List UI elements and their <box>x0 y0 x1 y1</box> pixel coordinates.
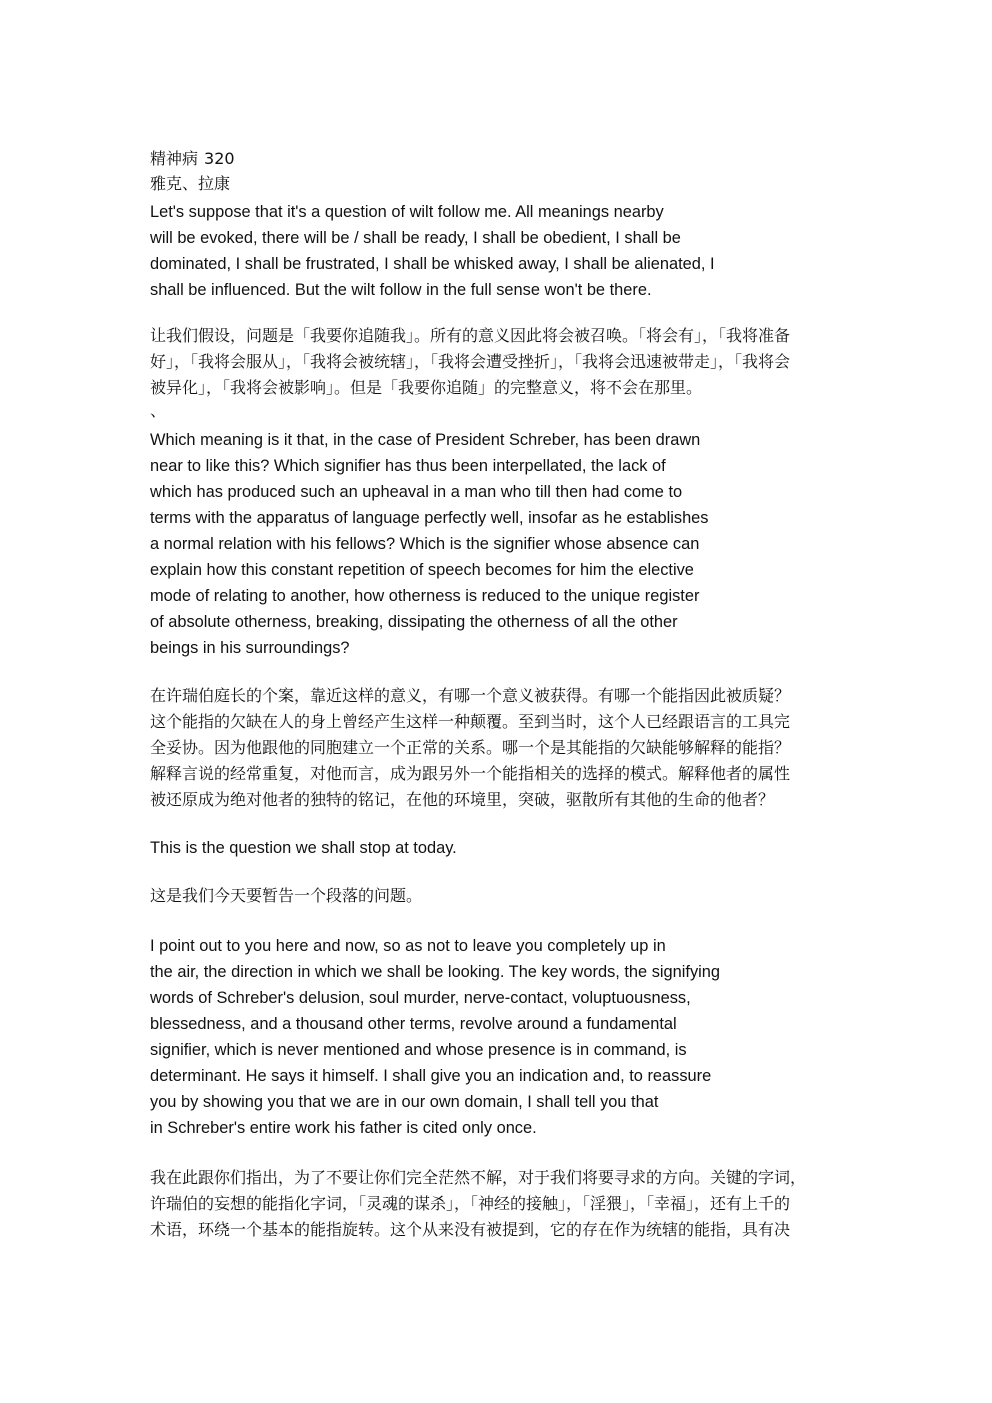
text-line: This is the question we shall stop at today. <box>150 839 457 857</box>
english-paragraph <box>150 933 850 1141</box>
book-title: 精神病 <box>150 149 199 168</box>
text-line: near to like this? Which signifier has thus been interpellated, the lack of <box>150 457 666 475</box>
running-header <box>150 146 850 171</box>
text-line: I point out to you here and now, so as not to leave you completely up in <box>150 937 666 955</box>
text-line: 解释言说的经常重复，对他而言，成为跟另外一个能指相关的选择的模式。解释他者的属性 <box>150 764 791 783</box>
text-line: will be evoked, there will be / shall be ready, I shall be obedient, I shall be <box>150 229 681 247</box>
text-line: you by showing you that we are in our own domain, I shall tell you that <box>150 1093 659 1111</box>
text-line: determinant. He says it himself. I shall give you an indication and, to reassure <box>150 1067 712 1085</box>
text-line: explain how this constant repetition of speech becomes for him the elective <box>150 561 694 579</box>
chinese-paragraph <box>150 683 850 813</box>
page-number: 320 <box>204 149 235 168</box>
chinese-paragraph <box>150 1165 850 1243</box>
text-line: Let's suppose that it's a question of wilt follow me. All meanings nearby <box>150 203 664 221</box>
text-line: words of Schreber's delusion, soul murder, nerve-contact, voluptuousness, <box>150 989 691 1007</box>
text-line: 被异化」，「我将会被影响」。但是「我要你追随」的完整意义，将不会在那里。 <box>150 378 703 397</box>
author-name: 雅克、拉康 <box>150 174 231 193</box>
text-line: 好」，「我将会服从」，「我将会被统辖」，「我将会遭受挫折」，「我将会迅速被带走」，「我将会 <box>150 352 791 371</box>
text-line: 术语，环绕一个基本的能指旋转。这个从来没有被提到，它的存在作为统辖的能指，具有决 <box>150 1220 791 1239</box>
text-line: signifier, which is never mentioned and whose presence is in command, is <box>150 1041 687 1059</box>
text-line: 这是我们今天要暂告一个段落的问题。 <box>150 886 423 905</box>
text-line: beings in his surroundings? <box>150 639 350 657</box>
chinese-paragraph <box>150 883 850 909</box>
body-text <box>150 199 850 1243</box>
chinese-paragraph <box>150 323 850 401</box>
text-line: 让我们假设，问题是「我要你追随我」。所有的意义因此将会被召唤。「将会有」，「我将准备 <box>150 326 791 345</box>
document-page <box>150 146 850 1243</box>
text-line: in Schreber's entire work his father is cited only once. <box>150 1119 537 1137</box>
text-line: 许瑞伯的妄想的能指化字词，「灵魂的谋杀」，「神经的接触」，「淫猥」，「幸福」，还有上千的 <box>150 1194 791 1213</box>
english-paragraph <box>150 427 850 661</box>
text-line: shall be influenced. But the wilt follow in the full sense won't be there. <box>150 281 652 299</box>
text-line: blessedness, and a thousand other terms, revolve around a fundamental <box>150 1015 677 1033</box>
text-line: 我在此跟你们指出，为了不要让你们完全茫然不解，对于我们将要寻求的方向。关键的字词， <box>150 1168 807 1187</box>
text-line: 被还原成为绝对他者的独特的铭记，在他的环境里，突破，驱散所有其他的生命的他者？ <box>150 790 775 809</box>
stray-mark: 、 <box>150 401 167 420</box>
text-line: terms with the apparatus of language perfectly well, insofar as he establishes <box>150 509 709 527</box>
text-line: 这个能指的欠缺在人的身上曾经产生这样一种颠覆。至到当时，这个人已经跟语言的工具完 <box>150 712 791 731</box>
text-line: Which meaning is it that, in the case of President Schreber, has been drawn <box>150 431 701 449</box>
text-line: 在许瑞伯庭长的个案，靠近这样的意义，有哪一个意义被获得。有哪一个能指因此被质疑？ <box>150 686 791 705</box>
english-paragraph <box>150 835 850 861</box>
text-line: dominated, I shall be frustrated, I shall be whisked away, I shall be alienated, I <box>150 255 715 273</box>
text-line: 全妥协。因为他跟他的同胞建立一个正常的关系。哪一个是其能指的欠缺能够解释的能指？ <box>150 738 791 757</box>
text-line: which has produced such an upheaval in a man who till then had come to <box>150 483 683 501</box>
english-paragraph <box>150 199 850 303</box>
text-line: a normal relation with his fellows? Which is the signifier whose absence can <box>150 535 700 553</box>
text-line: mode of relating to another, how otherness is reduced to the unique register <box>150 587 700 605</box>
text-line: the air, the direction in which we shall be looking. The key words, the signifying <box>150 963 721 981</box>
text-line: of absolute otherness, breaking, dissipating the otherness of all the other <box>150 613 678 631</box>
